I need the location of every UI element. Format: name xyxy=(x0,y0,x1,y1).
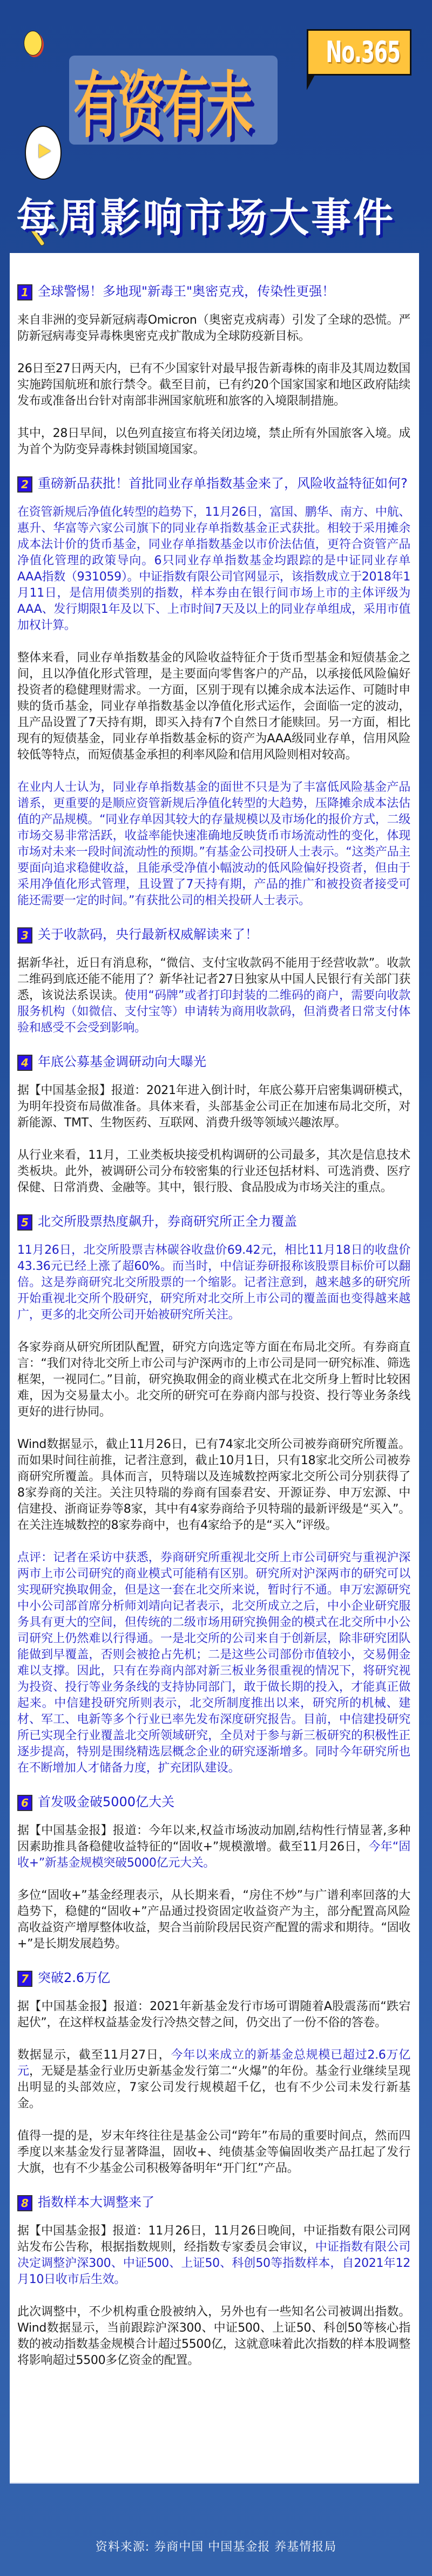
section-paragraph xyxy=(17,361,410,409)
brand-title: 有资有未 xyxy=(73,64,251,148)
section-heading xyxy=(17,1212,410,1231)
section-heading xyxy=(17,2193,410,2211)
body-text: 整体来看，同业存单指数基金的风险收益特征介于货币型基金和短债基金之间，且以净值化形式管理，是主要面向零售客户的产品，以承接低风险偏好投资者的稳健理财需求。一方面，区别于现有以摊余成本法运作、可随时申赎的货币基金，同业存单指数基金以净值化形式运作，会面临一定的波动，且产品设置了7天持有期，即买入持有7个自然日才能赎回。另一方面，相比现有的短债基金，同业存单指数基金标的资产为AAA级同业存单，信用风险较低等特点，而短债基金承担的利率风险和信用风险则相对较高。 xyxy=(17,651,410,762)
body-text: 其中，28日早间，以色列直接宣布将关闭边境，禁止所有外国旅客入境。成为首个为防变异毒株封锁国境国家。 xyxy=(17,427,410,456)
page-title: 每周影响市场大事件 xyxy=(16,195,395,241)
section-paragraph xyxy=(17,2128,410,2177)
source-footer: 资料来源: 券商中国 中国基金报 养基情报局 xyxy=(95,2540,337,2554)
highlighted-text: 今年以来成立的新基金总规模已超过2.6万亿元 xyxy=(17,2048,410,2078)
body-text: ，无疑是基金行业历史新基金发行第二“火爆”的年份。基金行业继续呈现出明显的头部效应，7家公司发行规模超千亿，也有不少公司未发行新基金。 xyxy=(17,2065,410,2110)
body-text: 从行业来看，11月，工业类板块接受机构调研的公司最多，其次是信息技术类板块。此外，被调研公司分布较密集的行业还包括材料、可选消费、医疗保健、日常消费、金融等。其中，银行股、食品股成为市场关注的重点。 xyxy=(17,1149,410,1194)
highlighted-text: 在资管新规后净值化转型的趋势下，11月26日，富国、鹏华、南方、中航、惠升、华富等六家公司旗下的同业存单指数基金正式获批。相较于采用摊余成本法计价的货币基金，同业存单指数基金以市价法估值，更符合资管产品净值化管理的政策导向。6只同业存单指数基金均跟踪的是中证同业存单AAA指数（931059）。中证指数有限公司官网显示，该指数成立于2018年1月11日，是信用债类别的指数，样本券由在银行间市场上市的主体评级为AAA、发行期限1年及以下、上市时间7天及以上的同业存单组成，采用市值加权计算。 xyxy=(17,505,410,632)
section-paragraph xyxy=(17,1437,410,1534)
section-title: 突破2.6万亿 xyxy=(38,1970,111,1985)
section-title: 北交所股票热度飙升，券商研究所正全力覆盖 xyxy=(38,1214,297,1229)
body-text: 值得一提的是，岁末年终往往是基金公司“跨年”布局的重要时间点，然而四季度以来基金发行显著降温，固收+、纯债基金等偏固收类产品扛起了发行大旗，也有不少基金公司积极筹备明年“开门红”产品。 xyxy=(17,2129,410,2175)
section-paragraph xyxy=(17,1823,410,1871)
news-section xyxy=(17,474,410,909)
play-icon xyxy=(25,126,62,180)
news-section xyxy=(17,282,410,458)
news-section xyxy=(17,2193,410,2369)
body-text: 据【中国基金报】报道：11月26日，11月26日晚间，中证指数有限公司网站发布公告称，根据指数规则，经指数专家委员会审议， xyxy=(17,2224,410,2254)
section-number-badge: 5 xyxy=(17,1214,32,1231)
section-heading xyxy=(17,1793,410,1811)
section-paragraph xyxy=(17,426,410,458)
section-number-badge: 7 xyxy=(17,1971,32,1987)
section-title: 指数样本大调整来了 xyxy=(38,2195,154,2210)
section-paragraph xyxy=(17,1083,410,1131)
issue-badge xyxy=(307,29,411,76)
section-paragraph xyxy=(17,2047,410,2112)
highlighted-text: 点评：记者在采访中获悉，券商研究所重视北交所上市公司研究与重视沪深两市上市公司研究的商业模式可能稍有区别。研究所对沪深两市的研究可以实现研究换取佣金，但是这一套在北交所来说，暂时行不通。申万宏源研究中小公司部首席分析师刘靖向记者表示，北交所成立之后，中小企业研究服务具有更大的空间，但传统的二级市场用研究换佣金的模式在北交所中小公司研究上仍然难以行得通。一是北交所的公司来自于创新层，除非研究团队能做到早覆盖，否则会被抢占先机；二是这些公司部份市值较小，交易佣金难以支撑。因此，只有在券商内部对新三板业务很重视的情况下，将研究视为投资、投行等业务条线的支持协同部门，敢于做长期的投入，才能真正做起来。中信建投研究所则表示，北交所制度推出以来，研究所的机械、建材、军工、电新等多个行业已率先发布深度研究报告。目前，中信建投研究所已实现全行业覆盖北交所领域研究，全员对于参与新三板研究的积极性正逐步提高，特别是围绕精选层概念企业的研究逐渐增多。同时今年研究所也在不断增加人才储备力度，扩充团队建设。 xyxy=(17,1551,410,1775)
news-section xyxy=(17,925,410,1036)
news-section xyxy=(17,1793,410,1952)
highlighted-text: 今年“固收+”新基金规模突破5000亿元大关。 xyxy=(17,1840,410,1870)
section-title: 年底公募基金调研动向大曝光 xyxy=(38,1054,206,1069)
section-paragraph xyxy=(17,504,410,634)
body-text: 来自非洲的变异新冠病毒Omicron（奥密克戎病毒）引发了全球的恐慌。严防新冠病毒变异毒株奥密克戎扩散成为全球防疫新目标。 xyxy=(17,313,410,343)
section-heading xyxy=(17,925,410,944)
body-text: 数据显示，截至11月27日， xyxy=(17,2048,171,2062)
news-section xyxy=(17,1969,410,2177)
body-text: 26日至27日两天内，已有不少国家针对最早报告新毒株的南非及其周边数国实施跨国航班和旅行禁令。截至目前，已有约20个国家国家和地区政府陆续发布或准备出台针对南部非洲国家航班和旅客的入境限制措施。 xyxy=(17,362,410,408)
section-paragraph xyxy=(17,955,410,1036)
page-header xyxy=(0,0,432,253)
section-paragraph xyxy=(17,650,410,763)
highlighted-text: 在业内人士认为，同业存单指数基金的面世不只是为了丰富低风险基金产品谱系，更重要的是顺应资管新规后净值化转型的大趋势，压降摊余成本法估值的产品规模。“同业存单因其较大的存量规模以及市场化的报价方式，二级市场交易非常活跃，收益率能快速准确地反映货币市场流动性的变化，体现市场对未来一段时间流动性的预期。”有基金公司投研人士表示。“这类产品主要面向追求稳健收益，且能承受净值小幅波动的低风险偏好投资者，但由于采用净值化形式管理，且设置了7天持有期，产品的推广和被投资者接受可能还需要一定的时间。”有获批公司的相关投研人士表示。 xyxy=(17,781,410,907)
section-number-badge: 2 xyxy=(17,476,32,493)
body-text: 各家券商从研究所团队配置，研究方向选定等方面在布局北交所。有券商直言：“我们对待北交所上市公司与沪深两市的上市公司是同一研究标准、筛选框架，一视同仁。”目前，研究换取佣金的商业模式在北交所身上暂时比较困难，因为交易量太小。北交所的研究可在券商内部与投资、投行等业务条线更好的进行协同。 xyxy=(17,1341,410,1419)
section-heading xyxy=(17,1053,410,1071)
body-text: 据新华社，近日有消息称，“微信、支付宝收款码不能用于经营收款”。收款二维码到底还能不能用了？新华社记者27日独家从中国人民银行有关部门获悉，该说法系误读。 xyxy=(17,956,410,1002)
section-paragraph xyxy=(17,1550,410,1776)
section-paragraph xyxy=(17,2223,410,2288)
decorative-dot-icon xyxy=(24,31,42,56)
content-card xyxy=(10,253,419,2484)
section-title: 全球警惕！多地现"新毒王"奥密克戎，传染性更强！ xyxy=(38,284,335,299)
section-heading xyxy=(17,474,410,493)
body-text: 据【中国基金报】报道：今年以来,权益市场波动加剧,结构性行情显著,多种因素助推具备稳健收益特征的“固收+”规模激增。截至11月26日， xyxy=(17,1824,410,1854)
issue-number: No.365 xyxy=(326,36,400,69)
section-paragraph xyxy=(17,780,410,909)
section-heading xyxy=(17,1969,410,1987)
section-number-badge: 3 xyxy=(17,927,32,944)
body-text: 据【中国基金报】报道：2021年新基金发行市场可谓随着A股震荡而“跌宕起伏”，在这样权益基金发行冷热交替之间，仍交出了一份不俗的答卷。 xyxy=(17,2000,410,2030)
news-section xyxy=(17,1053,410,1196)
section-number-badge: 8 xyxy=(17,2195,32,2211)
body-text: 据【中国基金报】报道：2021年进入倒计时，年底公募开启密集调研模式，为明年投资布局做准备。具体来看，头部基金公司正在加速布局北交所，对新能源、TMT、生物医药、互联网、消费升级等领域兴趣浓厚。 xyxy=(17,1084,410,1130)
section-paragraph xyxy=(17,1340,410,1420)
section-number-badge: 4 xyxy=(17,1055,32,1071)
section-paragraph xyxy=(17,1999,410,2031)
section-paragraph xyxy=(17,1147,410,1196)
news-section xyxy=(17,1212,410,1776)
body-text: 此次调整中，不少机构重仓股被纳入，另外也有一些知名公司被调出指数。Wind数据显示，当前跟踪沪深300、中证500、上证50、科创50等核心指数的被动指数基金规模合计超过5500亿，这就意味着此次指数的样本股调整将影响超过5500多亿资金的配置。 xyxy=(17,2305,410,2367)
highlighted-text: 中证指数有限公司决定调整沪深300、中证500、上证50、科创50等指数样本，自2021年12月10日收市后生效。 xyxy=(17,2240,410,2286)
section-paragraph xyxy=(17,1888,410,1952)
section-number-badge: 1 xyxy=(17,284,32,300)
highlighted-text: 使用“码牌”或者打印封装的二维码的商户，需要向收款服务机构（如微信、支付宝等）申请转为商用收款码，但消费者日常支付体验和感受不会受到影响。 xyxy=(17,989,410,1035)
section-paragraph xyxy=(17,1242,410,1323)
section-heading xyxy=(17,282,410,300)
section-paragraph xyxy=(17,312,410,345)
section-number-badge: 6 xyxy=(17,1795,32,1811)
section-title: 首发吸金破5000亿大关 xyxy=(38,1794,175,1809)
highlighted-text: 11月26日，北交所股票吉林碳谷收盘价69.42元，相比11月18日的收盘价43.36元已经上涨了超60%。而当时，中信证券研报称该股票目标价可以翻倍。这是券商研究北交所股票的一个缩影。记者注意到，越来越多的研究所开始重视北交所个股研究，研究所对北交所上市公司的覆盖面也变得越来越广，更多的北交所公司开始被研究所关注。 xyxy=(17,1243,410,1322)
section-title: 关于收款码，央行最新权威解读来了！ xyxy=(38,927,258,942)
section-paragraph xyxy=(17,2304,410,2369)
section-title: 重磅新品获批！首批同业存单指数基金来了，风险收益特征如何? xyxy=(38,476,408,491)
body-text: 多位“固收+”基金经理表示，从长期来看，“房住不炒”与广谱利率回落的大趋势下，稳健的“固收+”产品通过投资固定收益资产为主，部分配置高风险高收益资产增厚整体收益，契合当前阶段居民资产配置的需求和期待。“固收+”是长期发展趋势。 xyxy=(17,1889,410,1951)
body-text: Wind数据显示，截止11月26日，已有74家北交所公司被券商研究所覆盖。而如果时间往前推，记者注意到，截止10月1日，只有18家北交所公司被券商研究所覆盖。具体而言，贝特瑞以及连城数控两家北交所公司分别获得了8家券商的关注。关注贝特瑞的券商有国泰君安、开源证券、申万宏源、中信建投、浙商证券等8家，其中有4家券商给予贝特瑞的最新评级是“买入”。在关注连城数控的8家券商中，也有4家给予的是“买入”评级。 xyxy=(17,1438,410,1532)
